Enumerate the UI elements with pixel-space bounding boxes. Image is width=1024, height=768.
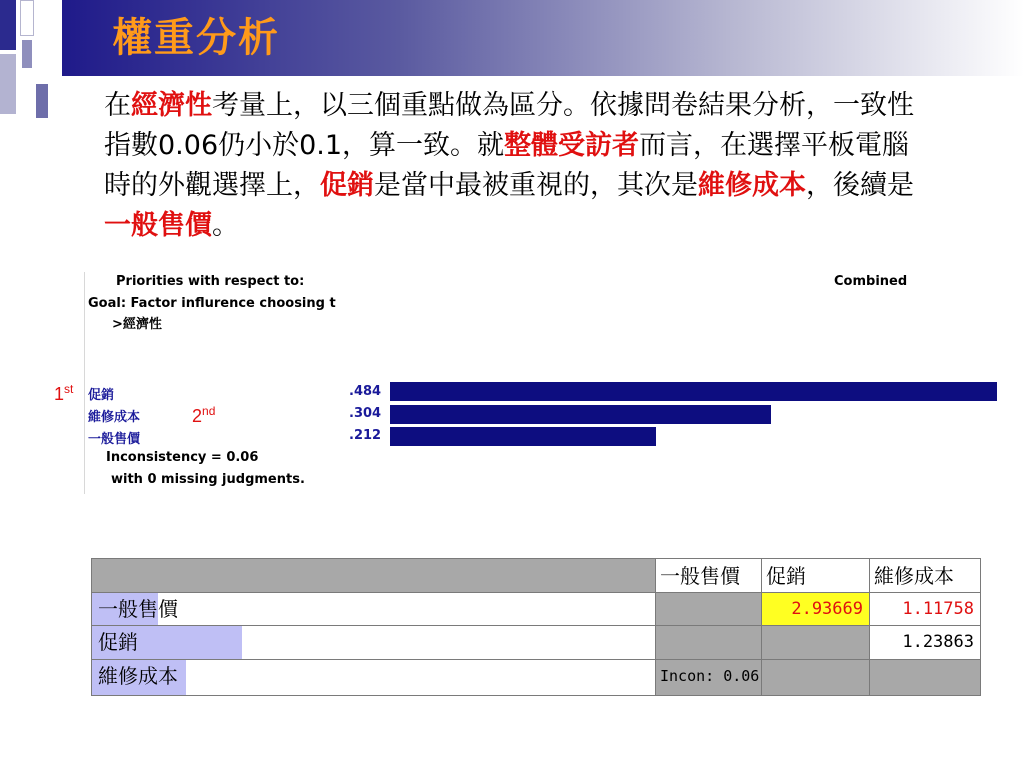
paragraph-text: 。: [212, 210, 239, 241]
combined-label: Combined: [834, 274, 908, 289]
decor-block: [36, 84, 48, 118]
table-row-label[interactable]: 促銷: [92, 626, 656, 660]
priority-bar: [390, 405, 771, 424]
slide-title: 權重分析: [112, 15, 280, 61]
decor-block: [0, 54, 16, 114]
decor-block: [38, 0, 62, 76]
highlighted-term: 整體受訪者: [504, 130, 640, 161]
highlighted-term: 經濟性: [131, 90, 212, 121]
decor-block: [22, 40, 32, 68]
priority-value: .212: [349, 428, 382, 443]
panel-divider: [84, 272, 85, 494]
inconsistency-cell: Incon: 0.06: [656, 660, 762, 695]
priority-bar: [390, 427, 656, 446]
paragraph-text: 考量上，以三個重點做為區分。依據問卷結果分析，一致性指數0.06仍小於0.1，算一致。就: [104, 90, 914, 161]
priority-label: 一般售價: [88, 432, 141, 447]
decor-block: [20, 0, 34, 36]
priority-label: 維修成本: [88, 410, 141, 425]
column-header[interactable]: 促銷: [762, 559, 870, 593]
column-header[interactable]: 一般售價: [656, 559, 762, 593]
highlighted-term: 促銷: [320, 170, 374, 201]
column-header[interactable]: 維修成本: [870, 559, 980, 593]
comparison-table: [91, 558, 981, 696]
table-corner: [92, 559, 656, 593]
paragraph-text: 在: [104, 90, 131, 121]
priority-value: .484: [349, 384, 382, 399]
criterion-label: >經濟性: [112, 317, 162, 332]
table-cell[interactable]: 1.23863: [870, 626, 980, 660]
table-row-label[interactable]: 一般售價: [92, 593, 656, 626]
paragraph-text: 而言，在選擇平板電腦時的外觀選擇上，: [104, 130, 910, 201]
table-cell[interactable]: [762, 626, 870, 660]
priorities-panel: [84, 272, 924, 496]
missing-judgments-text: with 0 missing judgments.: [111, 472, 305, 487]
table-cell[interactable]: [762, 660, 870, 695]
table-cell[interactable]: [870, 660, 980, 695]
table-cell[interactable]: [656, 593, 762, 626]
priority-bar: [390, 382, 997, 401]
rank-first: 1st: [54, 382, 74, 404]
highlighted-term: 一般售價: [104, 210, 212, 241]
inconsistency-text: Inconsistency = 0.06: [106, 450, 259, 465]
priority-value: .304: [349, 406, 382, 421]
rank-second: 2nd: [192, 404, 216, 426]
table-cell[interactable]: 1.11758: [870, 593, 980, 626]
priority-label: 促銷: [88, 388, 115, 403]
paragraph-text: 是當中最被重視的，其次是: [374, 170, 698, 201]
goal-label: Goal: Factor influrence choosing t: [88, 296, 336, 311]
table-cell[interactable]: 2.93669: [762, 593, 870, 626]
decor-block: [0, 0, 16, 50]
table-row-label[interactable]: 維修成本: [92, 660, 656, 695]
body-paragraph: [104, 86, 914, 246]
paragraph-text: ，後續是: [806, 170, 914, 201]
highlighted-term: 維修成本: [698, 170, 806, 201]
priorities-header: Priorities with respect to:: [116, 274, 305, 289]
table-cell[interactable]: [656, 626, 762, 660]
